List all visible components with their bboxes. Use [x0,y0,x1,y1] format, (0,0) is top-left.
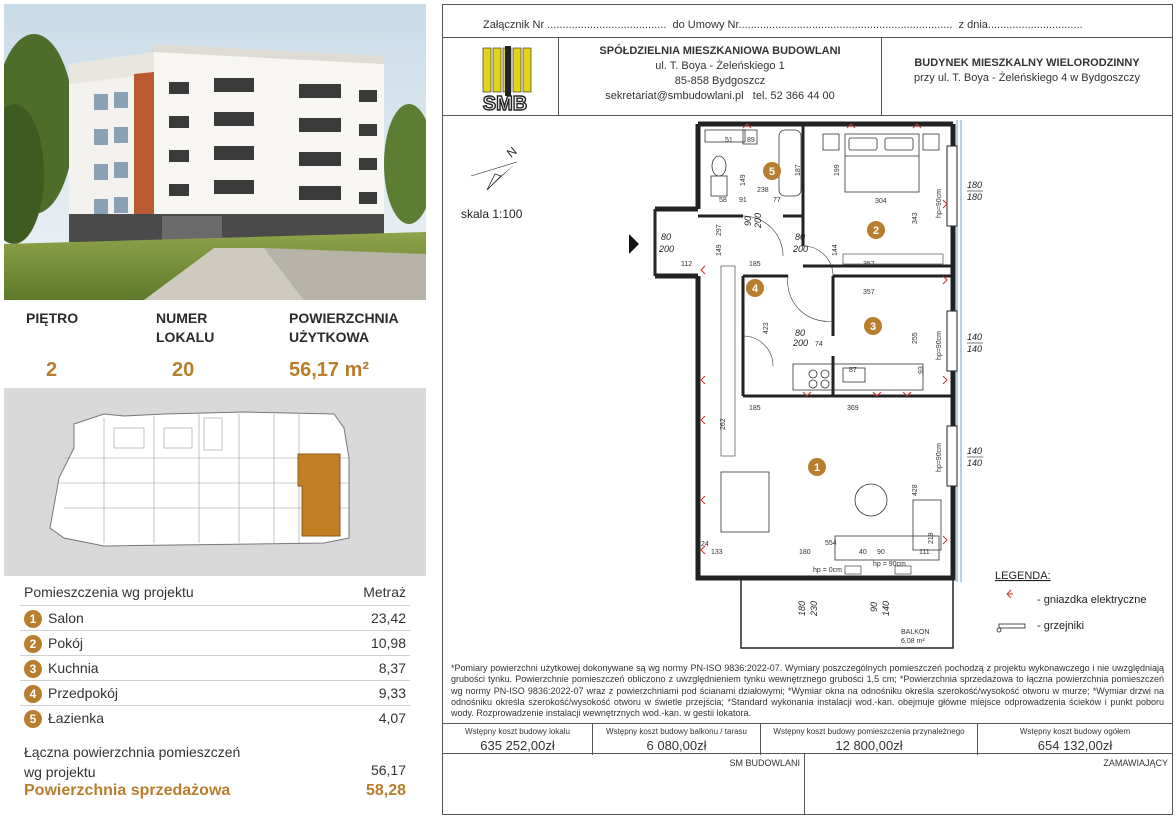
floor-plan-drawing [443,116,1172,661]
scale-label: skala 1:100 [461,207,523,221]
room-row [20,630,410,655]
dim-label: 133 [711,549,723,556]
dim-label: 180 [799,549,811,556]
unit-summary-panel [4,4,426,815]
door-size-label: 200 [753,212,763,228]
room-area: 23,42 [370,610,406,626]
usable-area-label [289,309,399,347]
usable-area-value: 56,17 m² [289,359,370,381]
attachment-line: Załącznik Nr ....................................... do Umowy Nr...................................................................... z dnia............................... [443,5,1172,38]
cooperative-city: 85-858 Bydgoszcz [674,75,766,87]
socket-markers [701,124,947,554]
cost-value: 654 132,00zł [1037,738,1113,753]
door-size-label: 200 [659,244,675,254]
total-area-label-line1: Łączna powierzchnia pomieszczeń [24,744,241,760]
total-area-label-line2: wg projektu [24,764,96,780]
cost-cell [443,724,593,755]
sill-height-label: hp=90cm [936,443,943,472]
north-arrow-icon [471,144,520,190]
room-area: 4,07 [378,710,406,726]
building-name: BUDYNEK MIESZKALNY WIELORODZINNY [914,57,1140,69]
dim-label: 24 [701,541,709,548]
cost-label: Wstępny koszt budowy ogółem [1019,727,1131,736]
smb-logo [443,38,559,116]
window-size-label: 140 [967,446,983,456]
floor-location-thumbnail [4,388,426,576]
sheet-header [443,38,1172,116]
room-name: Przedpokój [48,685,119,701]
room-number-badge: 3 [24,660,42,678]
dim-label: 369 [847,405,859,412]
room-row [20,705,410,730]
window-size-label: 140 [967,332,983,342]
dim-label: 112 [681,261,693,268]
sill-height-label: hp = 90cm [873,561,906,568]
entrance-arrow-icon [629,234,639,254]
room-name: Salon [48,610,84,626]
floor-plan-sheet [442,4,1173,815]
signature-label-right: ZAMAWIAJĄCY [1103,758,1168,768]
legend-radiator-label: - grzejniki [1037,620,1085,632]
dim-label: 343 [912,212,919,224]
logo-text: SMB [482,93,528,115]
door-size-label: 80 [661,232,672,242]
dim-label: 74 [815,341,823,348]
dim-label: 89 [747,137,755,144]
room-badges [746,162,885,476]
dim-label: 219 [928,532,935,544]
dim-label: 90 [877,549,885,556]
sill-height-label: hp=90cm [936,331,943,360]
dim-label: 87 [849,367,857,374]
signature-box-left [443,754,805,814]
cost-label: Wstępny koszt budowy lokalu [465,727,570,736]
dim-label: 185 [749,261,761,268]
unit-number-value: 20 [172,359,195,381]
room-area: 8,37 [378,660,406,676]
radiator-legend-icon [997,624,1025,632]
sale-area-value: 58,28 [365,782,406,799]
cost-value: 635 252,00zł [480,738,555,753]
building-info [882,38,1172,116]
room-row [20,655,410,680]
cost-value: 6 080,00zł [646,738,707,753]
dim-label: 77 [773,197,781,204]
room-area: 10,98 [370,635,406,651]
signature-area [443,754,1172,814]
sill-height-label: hp=90cm [936,189,943,218]
compass-label: N [503,143,520,161]
signature-label-left: SM BUDOWLANI [729,758,800,768]
dim-label: 185 [749,405,761,412]
dim-label: 40 [859,549,867,556]
unit-number-label-line1: NUMER [156,310,208,326]
room-name: Kuchnia [48,660,99,676]
dim-label: 111 [919,549,930,556]
dim-label: 423 [763,322,770,334]
dim-label: 149 [716,244,723,256]
dim-label: 91 [739,197,747,204]
cost-cell [593,724,761,755]
door-size-label: 200 [793,338,809,348]
cost-label: Wstępny koszt budowy pomieszczenia przynależnego [773,727,965,736]
dim-label: 304 [875,198,887,205]
room-number-badge: 4 [24,685,42,703]
dim-label: 187 [795,164,802,176]
cooperative-info [559,38,882,116]
dim-label: 199 [834,164,841,176]
door-size-label: 80 [795,232,806,242]
dim-label: 357 [863,261,875,268]
window-size-label: 180 [967,192,983,202]
door-size-label: 80 [795,328,806,338]
cooperative-contact: sekretariat@smbudowlani.pl tel. 52 366 44 00 [605,90,835,102]
room-number-badge: 5 [24,710,42,728]
room-number-badge: 1 [24,610,42,628]
room-name: Łazienka [48,710,105,726]
cost-cell [978,724,1172,755]
balcony-door-size-label: 140 [881,600,891,616]
window-size-label: 140 [967,344,983,354]
door-size-label: 200 [793,244,809,254]
legend-title: LEGENDA: [995,570,1051,582]
room-row [20,680,410,705]
room-row [20,605,410,630]
dim-label: 144 [832,244,839,256]
door-size-label: 90 [743,215,753,226]
room-badge-3: 3 [869,321,877,333]
dim-label: 428 [912,484,919,496]
cost-value: 12 800,00zł [835,738,903,753]
balcony-door-size-label: 180 [797,600,807,616]
dim-label: 238 [757,187,769,194]
window-size-label: 140 [967,458,983,468]
balcony-door-size-label: 230 [809,600,819,616]
room-badge-1: 1 [813,462,821,474]
building-address: przy ul. T. Boya - Żeleńskiego 4 w Bydgoszczy [913,72,1140,84]
usable-area-label-line1: POWIERZCHNIA [289,310,399,326]
total-area-value: 56,17 [370,762,406,778]
sill-height-label: hp = 0cm [813,567,842,574]
measurement-notes: *Pomiary powierzchni użytkowej dokonywane są wg normy PN-ISO 9836:2022-07. Wymiary poszczególnych pomieszczeń pochodzą z projektu wykonawczego i nie uwzględniają grubości tynku. Powierzchnie pomieszczeń obliczono z uwzględnieniem tynku wewnętrznego grubości 1,5 cm; *Powierzchnia sprzedażowa to łączna powierzchnia pomieszczeń wg normy PN-ISO 9836:2022-07 wraz z powierzchniami pod ścianami działowymi; *Wymiar okna na odnośniku określa szerokość/wysokość otworu w murze; *Wymiar drzwi na odnośniku określa szerokość/wysokość otworu w świetle przejścia; *Standard wykonania instalacji wod.-kan. obejmuje główne miejsce odprowadzenia ścieków i punkt poboru wody. Rozprowadzenie instalacji wewnętrznych wod.-kan. w gestii lokatora. [451,663,1164,719]
floor-value: 2 [46,359,58,381]
dim-label: 262 [720,418,727,430]
cooperative-street: ul. T. Boya - Żeleńskiego 1 [655,60,785,72]
unit-stats [4,304,426,388]
building-render-image [4,4,426,300]
balcony-area: 6,08 m² [901,638,925,645]
rooms-header-area: Metraż [363,584,406,600]
dim-label: 357 [863,289,875,296]
cost-table [443,723,1172,754]
socket-legend-icon [1007,590,1013,598]
cost-cell [761,724,978,755]
floor-label: PIĘTRO [26,310,79,326]
room-number-badge: 2 [24,635,42,653]
balcony-door-size-label: 90 [869,601,879,612]
cost-label: Wstępny koszt budowy balkonu / tarasu [606,727,747,736]
dim-label: 554 [825,540,837,547]
dim-label: 58 [719,197,727,204]
room-badge-2: 2 [872,225,880,237]
dim-label: 297 [716,224,723,236]
rooms-table [4,576,426,815]
usable-area-label-line2: UŻYTKOWA [289,329,370,345]
room-badge-5: 5 [768,166,776,178]
dim-label: 51 [725,137,733,144]
sale-area-label: Powierzchnia sprzedażowa [24,782,231,799]
room-name: Pokój [48,635,84,651]
room-badge-4: 4 [751,283,759,295]
balcony-label: BALKON [901,629,930,636]
total-area-label [24,742,240,782]
room-area: 9,33 [378,685,406,701]
unit-number-label-line2: LOKALU [156,329,215,345]
unit-number-label [156,309,214,347]
window-size-label: 180 [967,180,983,190]
dim-label: 93 [918,366,925,374]
dim-label: 149 [740,174,747,186]
cooperative-name: SPÓŁDZIELNIA MIESZKANIOWA BUDOWLANI [599,45,841,57]
legend-socket-label: - gniazdka elektryczne [1037,594,1147,606]
rooms-header-name: Pomieszczenia wg projektu [24,584,194,600]
dim-label: 255 [912,332,919,344]
